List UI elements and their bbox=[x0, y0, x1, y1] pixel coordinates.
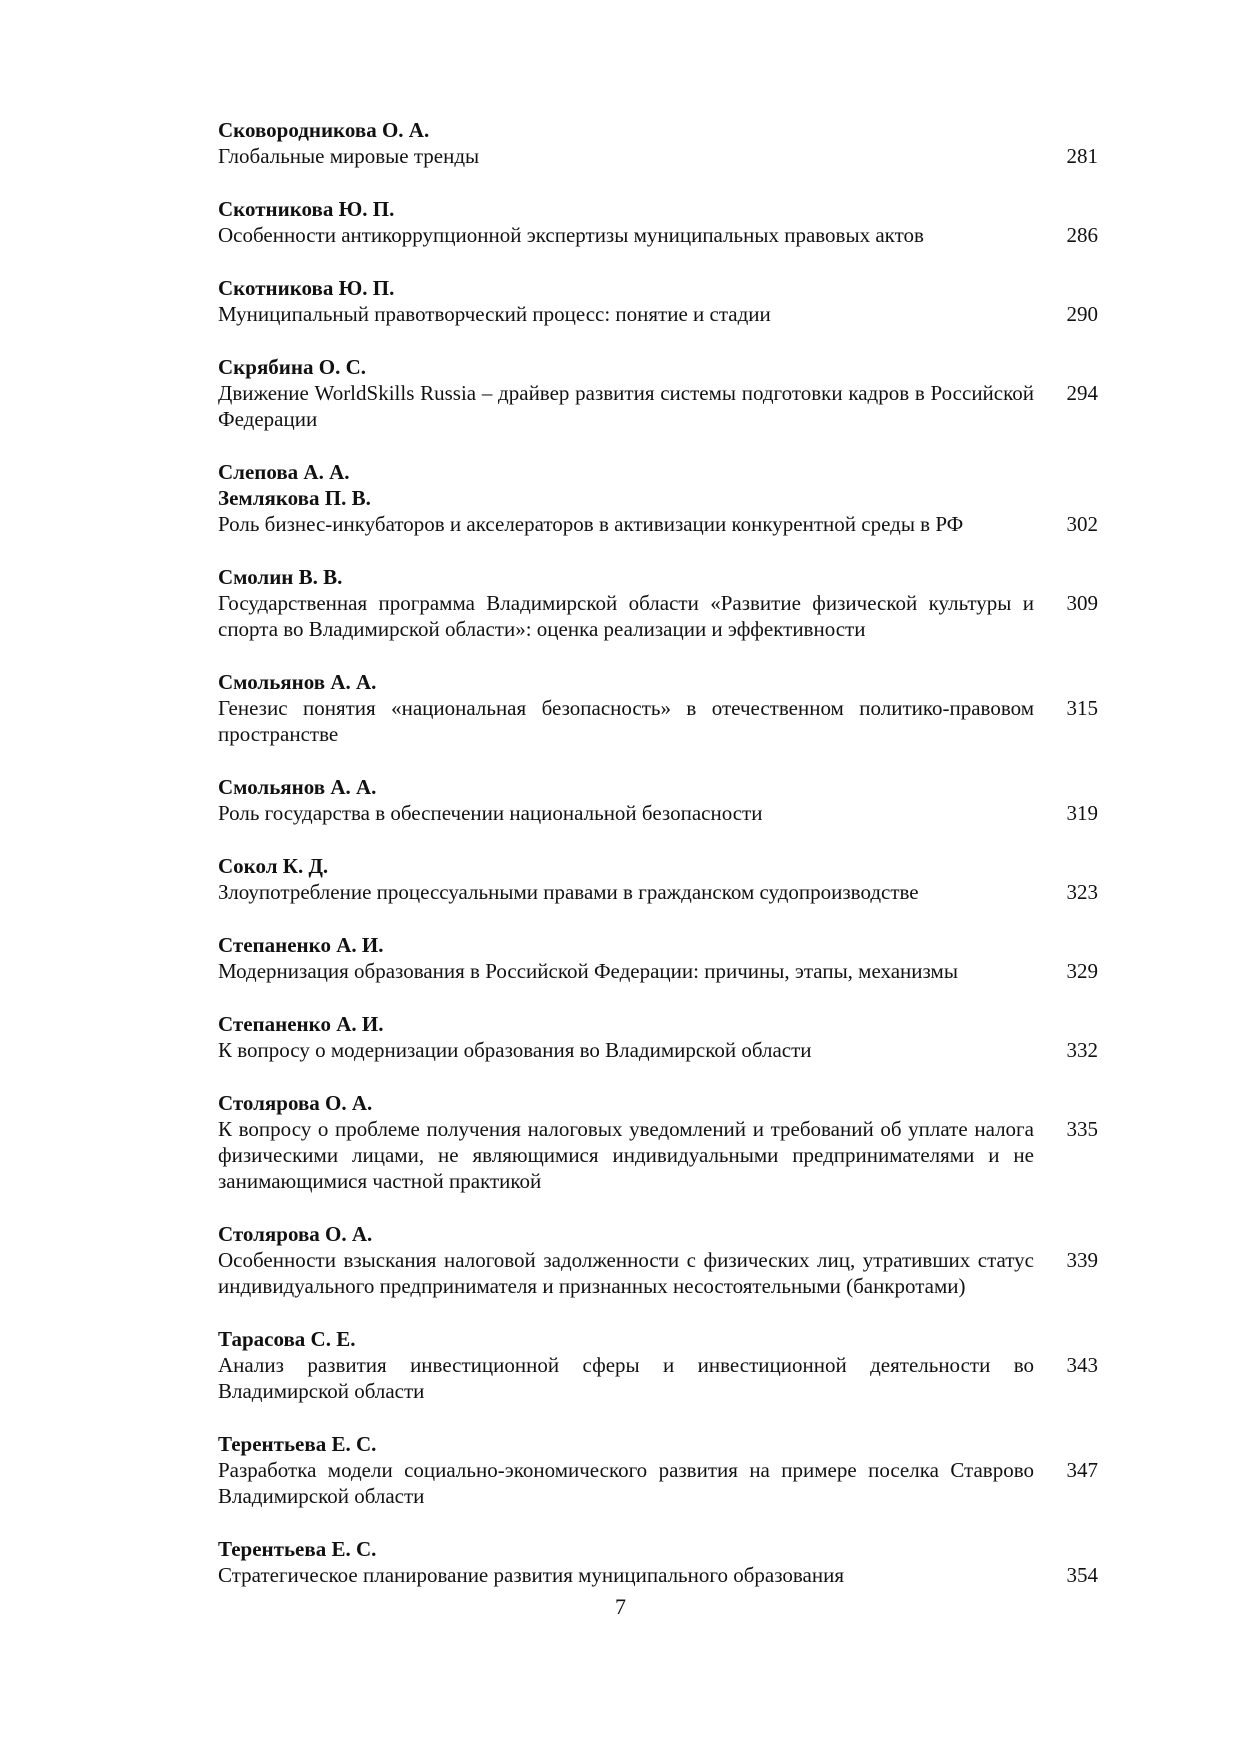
entry-author: Сокол К. Д. bbox=[218, 854, 329, 878]
entry-row bbox=[218, 1247, 1098, 1299]
entry-page: 329 bbox=[1066, 959, 1098, 983]
entry-title: К вопросу о модернизации образования во Владимирской области bbox=[218, 1038, 812, 1062]
toc-entry bbox=[218, 932, 1098, 984]
entry-author: Скрябина О. С. bbox=[218, 355, 367, 379]
entry-row bbox=[218, 1562, 1098, 1588]
entry-row bbox=[218, 879, 1098, 905]
entry-author: Степаненко А. И. bbox=[218, 933, 384, 957]
entry-title: Модернизация образования в Российской Федерации: причины, этапы, механизмы bbox=[218, 959, 958, 983]
entry-page: 315 bbox=[1066, 696, 1098, 720]
entry-title: Особенности антикоррупционной экспертизы муниципальных правовых актов bbox=[218, 223, 924, 247]
entry-row bbox=[218, 1037, 1098, 1063]
toc-entry bbox=[218, 774, 1098, 826]
entry-author: Землякова П. В. bbox=[218, 486, 371, 510]
toc-entry bbox=[218, 196, 1098, 248]
entry-title: Разработка модели социально-экономического развития на примере поселка Ставрово Владимирской области bbox=[218, 1458, 1034, 1508]
entry-page: 339 bbox=[1066, 1248, 1098, 1272]
entry-author: Слепова А. А. bbox=[218, 460, 350, 484]
table-of-contents bbox=[218, 117, 1098, 1615]
entry-author: Столярова О. А. bbox=[218, 1091, 373, 1115]
entry-title: Особенности взыскания налоговой задолженности с физических лиц, утративших статус индивидуального предпринимателя и признанных несостоятельными (банкротами) bbox=[218, 1248, 1034, 1298]
toc-entry bbox=[218, 1090, 1098, 1194]
entry-row bbox=[218, 380, 1098, 432]
toc-entry bbox=[218, 669, 1098, 747]
toc-entry bbox=[218, 1221, 1098, 1299]
toc-entry bbox=[218, 459, 1098, 537]
entry-title: Злоупотребление процессуальными правами в гражданском судопроизводстве bbox=[218, 880, 919, 904]
entry-row bbox=[218, 511, 1098, 537]
toc-entry bbox=[218, 1536, 1098, 1588]
entry-row bbox=[218, 301, 1098, 327]
entry-page: 286 bbox=[1066, 223, 1098, 247]
entry-title: Муниципальный правотворческий процесс: понятие и стадии bbox=[218, 302, 771, 326]
page-number: 7 bbox=[615, 1594, 626, 1619]
entry-author: Тарасова С. Е. bbox=[218, 1327, 356, 1351]
toc-entry bbox=[218, 1431, 1098, 1509]
entry-page: 343 bbox=[1066, 1353, 1098, 1377]
entry-page: 281 bbox=[1066, 144, 1098, 168]
entry-title: Генезис понятия «национальная безопасность» в отечественном политико-правовом пространстве bbox=[218, 696, 1034, 746]
entry-page: 354 bbox=[1066, 1563, 1098, 1587]
entry-page: 319 bbox=[1066, 801, 1098, 825]
entry-author: Столярова О. А. bbox=[218, 1222, 373, 1246]
entry-title: Анализ развития инвестиционной сферы и инвестиционной деятельности во Владимирской области bbox=[218, 1353, 1034, 1403]
entry-page: 335 bbox=[1066, 1117, 1098, 1141]
entry-title: Роль государства в обеспечении национальной безопасности bbox=[218, 801, 763, 825]
entry-author: Скотникова Ю. П. bbox=[218, 276, 395, 300]
entry-title: К вопросу о проблеме получения налоговых уведомлений и требований об уплате налога физическими лицами, не являющимися индивидуальными предпринимателями и не занимающимися частной практикой bbox=[218, 1117, 1034, 1193]
entry-title: Роль бизнес-инкубаторов и акселераторов в активизации конкурентной среды в РФ bbox=[218, 512, 964, 536]
entry-page: 302 bbox=[1066, 512, 1098, 536]
entry-page: 347 bbox=[1066, 1458, 1098, 1482]
toc-entry bbox=[218, 117, 1098, 169]
entry-author: Сковородникова О. А. bbox=[218, 118, 430, 142]
entry-author: Смольянов А. А. bbox=[218, 670, 377, 694]
entry-page: 309 bbox=[1066, 591, 1098, 615]
entry-author: Терентьева Е. С. bbox=[218, 1537, 377, 1561]
entry-page: 332 bbox=[1066, 1038, 1098, 1062]
entry-row bbox=[218, 590, 1098, 642]
entry-page: 290 bbox=[1066, 302, 1098, 326]
toc-entry bbox=[218, 1011, 1098, 1063]
entry-title: Глобальные мировые тренды bbox=[218, 144, 480, 168]
entry-page: 323 bbox=[1066, 880, 1098, 904]
entry-author: Степаненко А. И. bbox=[218, 1012, 384, 1036]
entry-row bbox=[218, 695, 1098, 747]
entry-author: Смолин В. В. bbox=[218, 565, 343, 589]
entry-author: Смольянов А. А. bbox=[218, 775, 377, 799]
entry-title: Стратегическое планирование развития муниципального образования bbox=[218, 1563, 844, 1587]
entry-row bbox=[218, 1352, 1098, 1404]
entry-row bbox=[218, 1457, 1098, 1509]
toc-entry bbox=[218, 564, 1098, 642]
entry-row bbox=[218, 958, 1098, 984]
toc-entry bbox=[218, 1326, 1098, 1404]
toc-entry bbox=[218, 853, 1098, 905]
entry-title: Государственная программа Владимирской области «Развитие физической культуры и спорта во Владимирской области»: оценка реализации и эффективности bbox=[218, 591, 1034, 641]
entry-author: Скотникова Ю. П. bbox=[218, 197, 395, 221]
entry-row bbox=[218, 800, 1098, 826]
entry-title: Движение WorldSkills Russia – драйвер развития системы подготовки кадров в Российской Федерации bbox=[218, 381, 1034, 431]
entry-row bbox=[218, 1116, 1098, 1194]
entry-row bbox=[218, 222, 1098, 248]
entry-row bbox=[218, 143, 1098, 169]
toc-entry bbox=[218, 275, 1098, 327]
entry-author: Терентьева Е. С. bbox=[218, 1432, 377, 1456]
toc-entry bbox=[218, 354, 1098, 432]
entry-page: 294 bbox=[1066, 381, 1098, 405]
